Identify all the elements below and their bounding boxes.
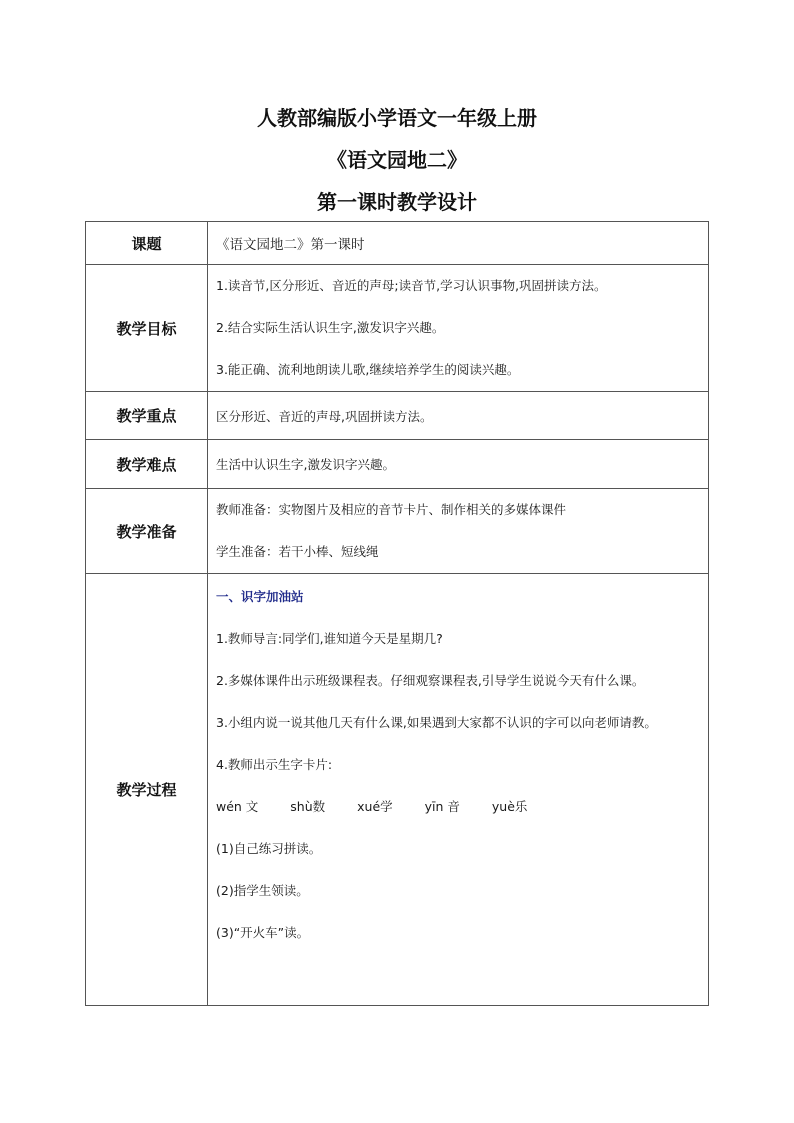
preparation-cell xyxy=(208,489,709,574)
pinyin-card: wén 文 xyxy=(216,799,259,814)
process-sub-step: (3)“开火车”读。 xyxy=(216,925,310,940)
preparation-item: 教师准备：实物图片及相应的音节卡片、制作相关的多媒体课件 xyxy=(216,502,567,517)
pinyin-card-row xyxy=(216,797,708,817)
process-step: 2.多媒体课件出示班级课程表。仔细观察课程表,引导学生说说今天有什么课。 xyxy=(216,673,645,688)
preparation-label: 教学准备 xyxy=(86,489,208,574)
difficulties-label: 教学难点 xyxy=(86,440,208,489)
table-row-process xyxy=(86,574,709,1006)
preparation-item: 学生准备：若干小棒、短线绳 xyxy=(216,544,379,559)
process-sub-step: (2)指学生领读。 xyxy=(216,883,309,898)
table-row-goals xyxy=(86,265,709,392)
topic-value: 《语文园地二》第一课时 xyxy=(208,222,709,265)
process-step: 1.教师导言:同学们,谁知道今天是星期几? xyxy=(216,631,443,646)
process-sub-step: (1)自己练习拼读。 xyxy=(216,841,322,856)
key-points-value: 区分形近、音近的声母,巩固拼读方法。 xyxy=(208,392,709,440)
process-section-title: 一、识字加油站 xyxy=(216,589,304,604)
table-row-preparation xyxy=(86,489,709,574)
key-points-label: 教学重点 xyxy=(86,392,208,440)
table-row-difficulties xyxy=(86,440,709,489)
difficulties-value: 生活中认识生字,激发识字兴趣。 xyxy=(208,440,709,489)
process-step: 4.教师出示生字卡片: xyxy=(216,757,333,772)
pinyin-card: yīn 音 xyxy=(424,799,460,814)
goals-cell xyxy=(208,265,709,392)
table-row-key-points xyxy=(86,392,709,440)
goal-item: 3.能正确、流利地朗读儿歌,继续培养学生的阅读兴趣。 xyxy=(216,362,520,377)
table-row-topic xyxy=(86,222,709,265)
pinyin-card: xué学 xyxy=(357,799,393,814)
pinyin-card: shù数 xyxy=(290,799,326,814)
pinyin-card: yuè乐 xyxy=(491,799,528,814)
document-title-line3: 第一课时教学设计 xyxy=(317,190,477,214)
document-title-line1: 人教部编版小学语文一年级上册 xyxy=(257,106,537,130)
goals-label: 教学目标 xyxy=(86,265,208,392)
lesson-plan-table xyxy=(85,221,709,1006)
process-label: 教学过程 xyxy=(86,574,208,1006)
process-step: 3.小组内说一说其他几天有什么课,如果遇到大家都不认识的字可以向老师请教。 xyxy=(216,715,657,730)
document-title-line2: 《语文园地二》 xyxy=(327,148,467,172)
process-cell xyxy=(208,574,709,1006)
goal-item: 2.结合实际生活认识生字,激发识字兴趣。 xyxy=(216,320,445,335)
goal-item: 1.读音节,区分形近、音近的声母;读音节,学习认识事物,巩固拼读方法。 xyxy=(216,278,607,293)
topic-label: 课题 xyxy=(86,222,208,265)
